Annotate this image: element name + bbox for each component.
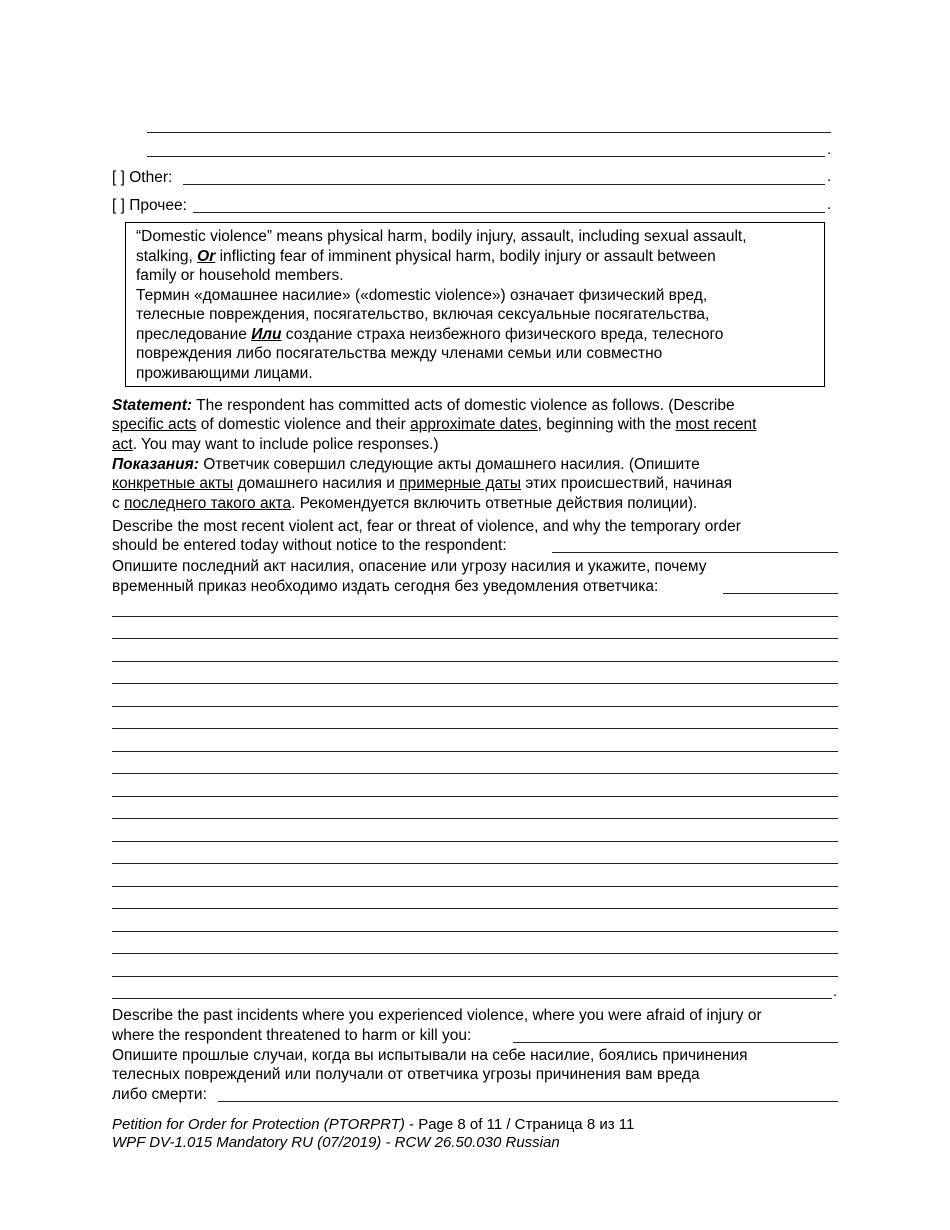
answer-line[interactable]	[112, 976, 838, 977]
continuation-line-1[interactable]	[147, 132, 831, 133]
answer-line[interactable]	[112, 931, 838, 932]
definition-ru-line-3: преследование Или создание страха неизбежного физического вреда, телесного	[136, 326, 724, 343]
past-incidents-en-line-1: Describe the past incidents where you experienced violence, where you were afraid of injury or	[112, 1007, 762, 1024]
recent-act-ru-line-1: Опишите последний акт насилия, опасение или угрозу насилия и укажите, почему	[112, 558, 707, 575]
footer-line-2: WPF DV-1.015 Mandatory RU (07/2019) - RCW 26.50.030 Russian	[112, 1134, 560, 1151]
answer-line[interactable]	[112, 953, 838, 954]
answer-line[interactable]	[112, 751, 838, 752]
recent-act-en-line-1: Describe the most recent violent act, fear or threat of violence, and why the temporary order	[112, 518, 741, 535]
answer-line[interactable]	[112, 661, 838, 662]
answer-line[interactable]	[112, 863, 838, 864]
statement-line-3: act. You may want to include police responses.)	[112, 436, 439, 453]
recent-act-en-line-2: should be entered today without notice to the respondent:	[112, 537, 507, 554]
answer-line[interactable]	[112, 616, 838, 617]
definition-ru-line-5: проживающими лицами.	[136, 365, 313, 382]
domestic-violence-definition-box	[125, 222, 825, 387]
answer-line[interactable]	[112, 886, 838, 887]
period: .	[827, 141, 832, 158]
answer-line[interactable]	[112, 773, 838, 774]
statement-ru-line-1: Показания: Ответчик совершил следующие акты домашнего насилия. (Опишите	[112, 456, 700, 473]
footer-page-number: - Page 8 of 11 / Страница 8 из 11	[404, 1116, 635, 1133]
answer-line[interactable]	[112, 796, 838, 797]
answer-line[interactable]	[112, 908, 838, 909]
answer-line[interactable]	[112, 706, 838, 707]
statement-line-1: Statement: The respondent has committed acts of domestic violence as follows. (Describe	[112, 397, 735, 414]
answer-line[interactable]	[112, 638, 838, 639]
past-incidents-ru-line-1: Опишите прошлые случаи, когда вы испытывали на себе насилие, боялись причинения	[112, 1047, 748, 1064]
period: .	[833, 983, 838, 1000]
definition-ru-line-2: телесные повреждения, посягательство, включая сексуальные посягательства,	[136, 306, 710, 323]
other-ru-input-line[interactable]	[193, 212, 825, 213]
definition-en-line-1: “Domestic violence” means physical harm, bodily injury, assault, including sexual assault,	[136, 228, 747, 245]
statement-ru-line-2: конкретные акты домашнего насилия и примерные даты этих происшествий, начиная	[112, 475, 732, 492]
past-incidents-en-line-2: where the respondent threatened to harm or kill you:	[112, 1027, 472, 1044]
continuation-line-2[interactable]	[147, 156, 825, 157]
recent-act-ru-line-2: временный приказ необходимо издать сегодня без уведомления ответчика:	[112, 578, 659, 595]
statement-ru-line-3: с последнего такого акта. Рекомендуется включить ответные действия полиции).	[112, 495, 698, 512]
definition-ru-line-4: повреждения либо посягательства между членами семьи или совместно	[136, 345, 663, 362]
answer-line[interactable]	[112, 841, 838, 842]
recent-act-answer-line[interactable]	[552, 552, 838, 553]
answer-line[interactable]	[112, 998, 832, 999]
past-incidents-ru-line-3: либо смерти:	[112, 1086, 207, 1103]
answer-line[interactable]	[112, 818, 838, 819]
footer-line-1	[112, 1115, 634, 1135]
statement-line-2: specific acts of domestic violence and their approximate dates, beginning with the most recent	[112, 416, 757, 433]
past-incidents-ru-line-2: телесных повреждений или получали от ответчика угрозы причинения вам вреда	[112, 1066, 700, 1083]
footer-form-title: Petition for Order for Protection (PTORPRT)	[112, 1116, 405, 1133]
past-incidents-ru-answer-line[interactable]	[218, 1101, 838, 1102]
other-checkbox-label[interactable]: [ ] Other:	[112, 169, 173, 186]
answer-line[interactable]	[112, 728, 838, 729]
definition-en-line-3: family or household members.	[136, 267, 344, 284]
other-ru-checkbox-label[interactable]: [ ] Прочее:	[112, 197, 187, 214]
period: .	[827, 168, 832, 185]
past-incidents-answer-line[interactable]	[513, 1042, 838, 1043]
period: .	[827, 196, 832, 213]
definition-en-line-2: stalking, Or inflicting fear of imminent physical harm, bodily injury or assault between	[136, 248, 716, 265]
other-input-line[interactable]	[183, 184, 825, 185]
answer-line[interactable]	[112, 683, 838, 684]
recent-act-ru-answer-line[interactable]	[723, 593, 838, 594]
definition-ru-line-1: Термин «домашнее насилие» («domestic violence») означает физический вред,	[136, 287, 708, 304]
